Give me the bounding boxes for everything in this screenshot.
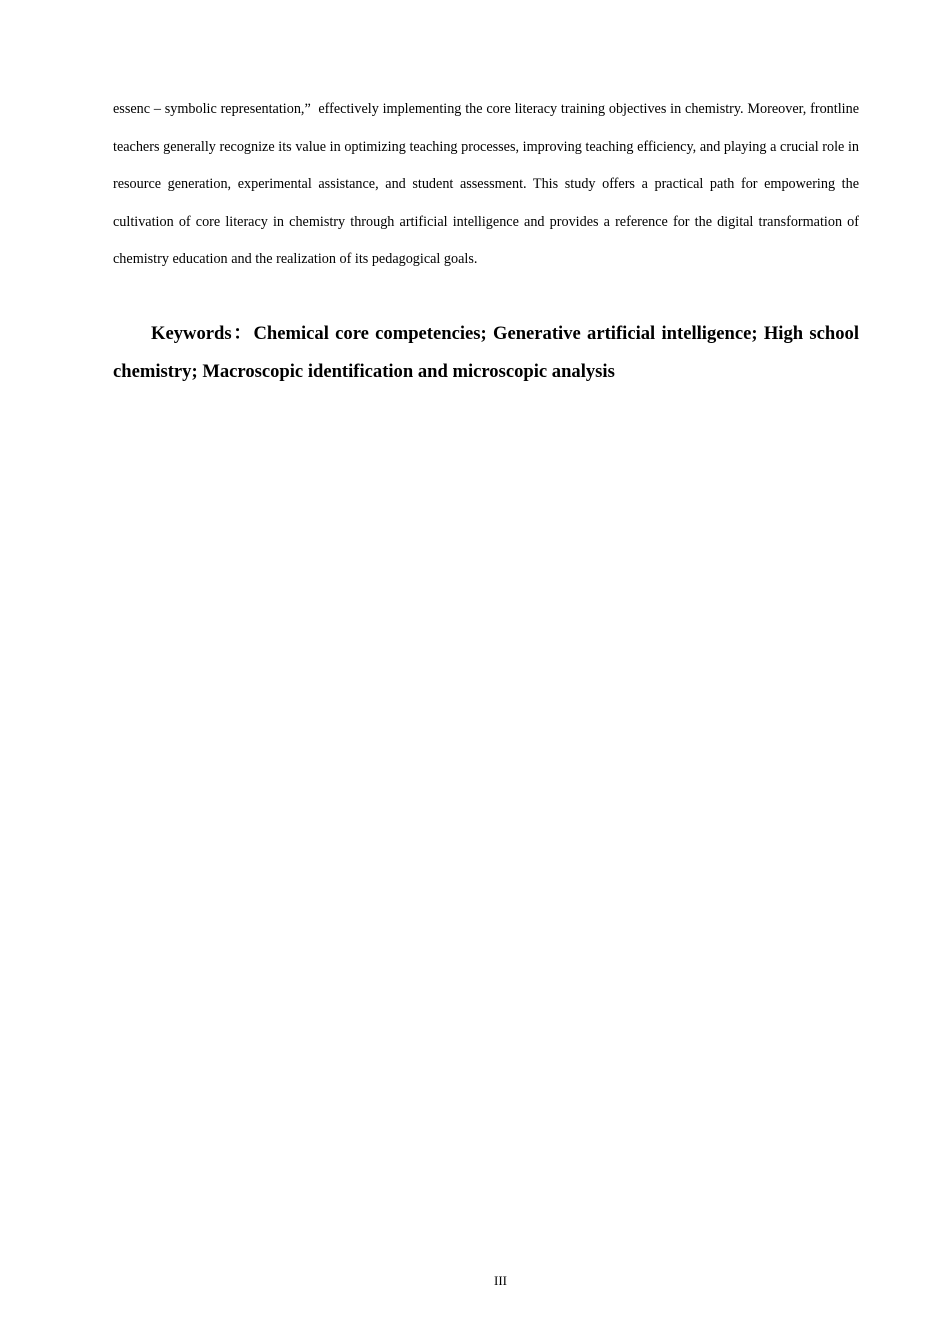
abstract-paragraph: essenc – symbolic representation,” effectively implementing the core literacy training objectives in chemistry. Moreover, frontline teachers generally recognize its value in optimizing teaching processes, improving teaching efficiency, and playing a crucial role in resource generation, experimental assistance, and student assessment. This study offers a practical path for empowering the cultivation of core literacy in chemistry through artificial intelligence and provides a reference for the digital transformation of chemistry education and the realization of its pedagogical goals. xyxy=(113,101,859,267)
keywords-line xyxy=(113,315,859,390)
page-number: III xyxy=(494,1273,507,1288)
keywords-label: Keywords： xyxy=(151,323,254,344)
keywords-text: Chemical core competencies; Generative artificial intelligence; High school chemistry; Macroscopic identification and microscopic analysis xyxy=(113,323,859,382)
